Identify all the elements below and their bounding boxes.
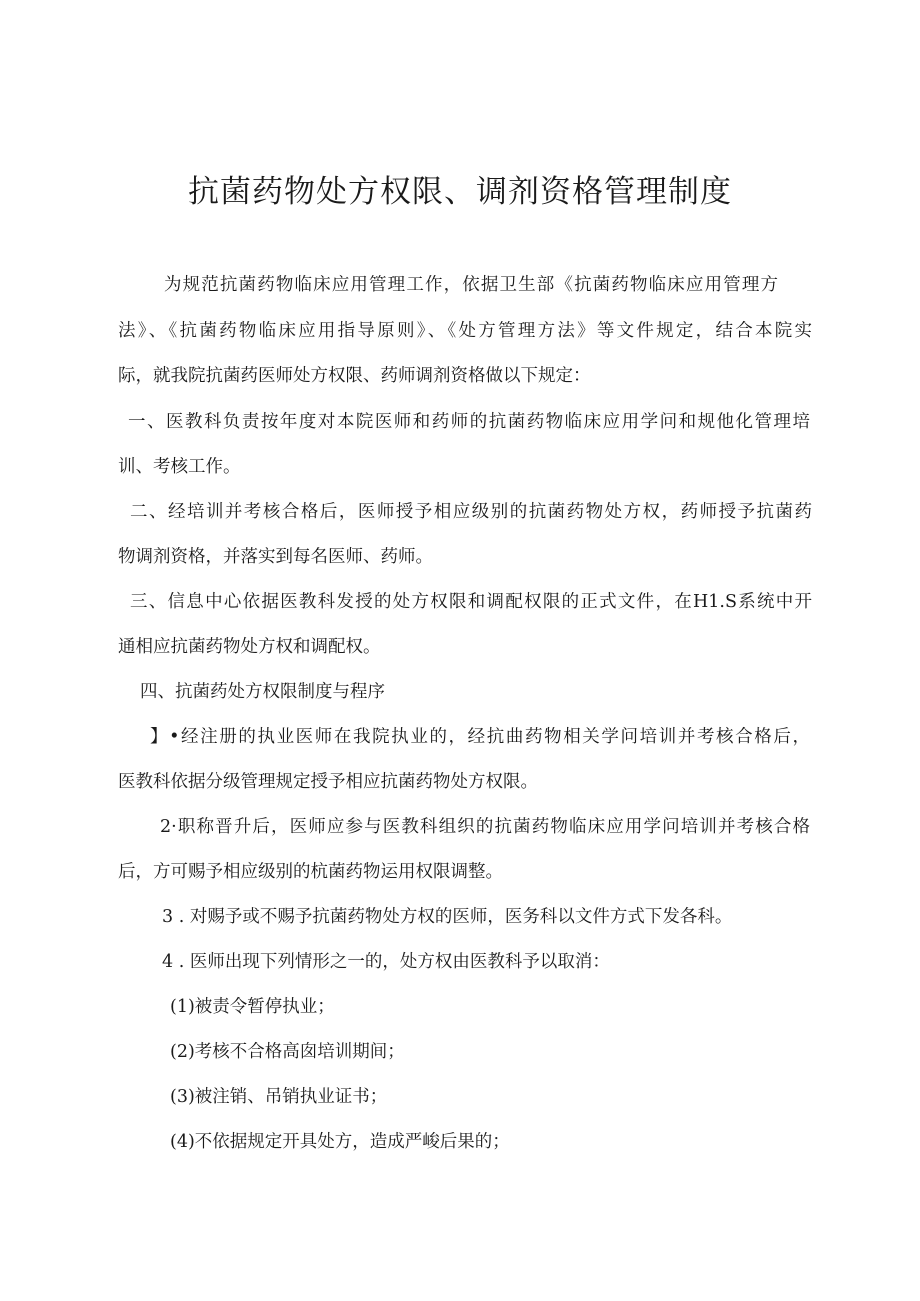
page-title: 抗菌药物处方权限、调剂资格管理制度 [188,174,732,210]
paragraph-line: 三、信息中心依据医教科发授的处方权限和调配权限的正式文件，在H1.S系统中开 [130,592,812,612]
list-item: (2)考核不合格高囱培训期间； [170,1042,405,1062]
paragraph-line: 二、经培训并考核合格后，医师授予相应级别的抗菌药物处方权，药师授予抗菌药 [130,502,812,522]
paragraph-line: 训、考核工作。 [118,457,241,477]
paragraph-line: 法》、《抗菌药物临床应用指导原则》、《处方管理方法》等文件规定，结合本院实 [118,321,812,341]
paragraph-line: 通相应抗菌药物处方权和调配权。 [118,637,381,657]
paragraph-line: 】•经注册的执业医师在我院执业的，经抗曲药物相关学问培训并考核合格后， [150,727,810,747]
paragraph-line: 医教科依据分级管理规定授予相应抗菌药物处方权限。 [118,772,538,792]
paragraph-line: 一、医教科负责按年度对本院医师和药师的抗菌药物临床应用学问和规他化管理培 [128,412,810,432]
paragraph-line: 物调剂资格，并落实到每名医师、药师。 [118,547,433,567]
paragraph-line: 为规范抗菌药物临床应用管理工作，依据卫生部《抗菌药物临床应用管理方 [164,275,778,295]
paragraph-line: 3 . 对赐予或不赐予抗菌药物处方权的医师，医务科以文件方式下发各科。 [162,907,733,927]
paragraph-line: 4 . 医师出现下列情形之一的，处方权由医教科予以取消： [162,952,610,972]
paragraph-line: 际，就我院抗菌药医师处方权限、药师调剂资格做以下规定： [118,366,591,386]
paragraph-line: 后，方可赐予相应级别的杭菌药物运用权限调整。 [118,862,503,882]
paragraph-line: 2·职称晋升后，医师应参与医教科组织的抗菌药物临床应用学问培训并考核合格 [160,817,810,837]
list-item: (1)被责令暂停执业； [170,997,335,1017]
list-item: (4)不依据规定开具处方，造成严峻后果的； [170,1132,510,1152]
list-item: (3)被注销、吊销执业证书； [170,1087,388,1107]
paragraph-line: 四、抗菌药处方权限制度与程序 [140,682,385,702]
